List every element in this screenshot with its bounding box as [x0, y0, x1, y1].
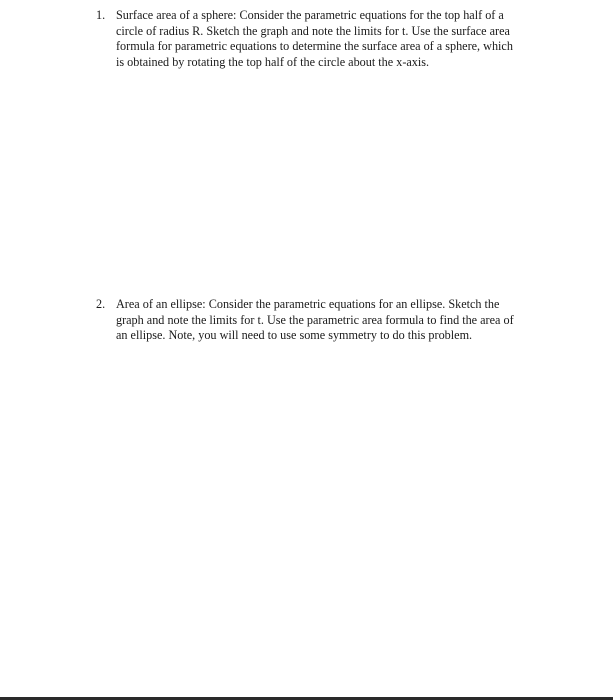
- problem-1-line-2: circle of radius R. Sketch the graph and note the limits for t. Use the surface area: [116, 23, 510, 38]
- problem-2-number: 2.: [96, 297, 106, 311]
- problem-2-line-2: graph and note the limits for t. Use the parametric area formula to find the area of: [116, 312, 514, 327]
- problem-2-line-3: an ellipse. Note, you will need to use some symmetry to do this problem.: [116, 328, 473, 342]
- problem-2-text: [116, 297, 536, 344]
- problem-1-line-3: formula for parametric equations to determine the surface area of a sphere, which: [116, 39, 513, 53]
- problem-2: [96, 297, 536, 344]
- problem-1-line-1: Surface area of a sphere: Consider the parametric equations for the top half of a: [116, 8, 504, 22]
- problem-2-line-1: Area of an ellipse: Consider the parametric equations for an ellipse. Sketch the: [116, 297, 500, 311]
- problem-1-text: [116, 8, 536, 70]
- problem-1: [96, 8, 536, 70]
- problem-1-line-4: is obtained by rotating the top half of the circle about the x-axis.: [116, 54, 430, 69]
- problem-1-number: 1.: [96, 8, 106, 22]
